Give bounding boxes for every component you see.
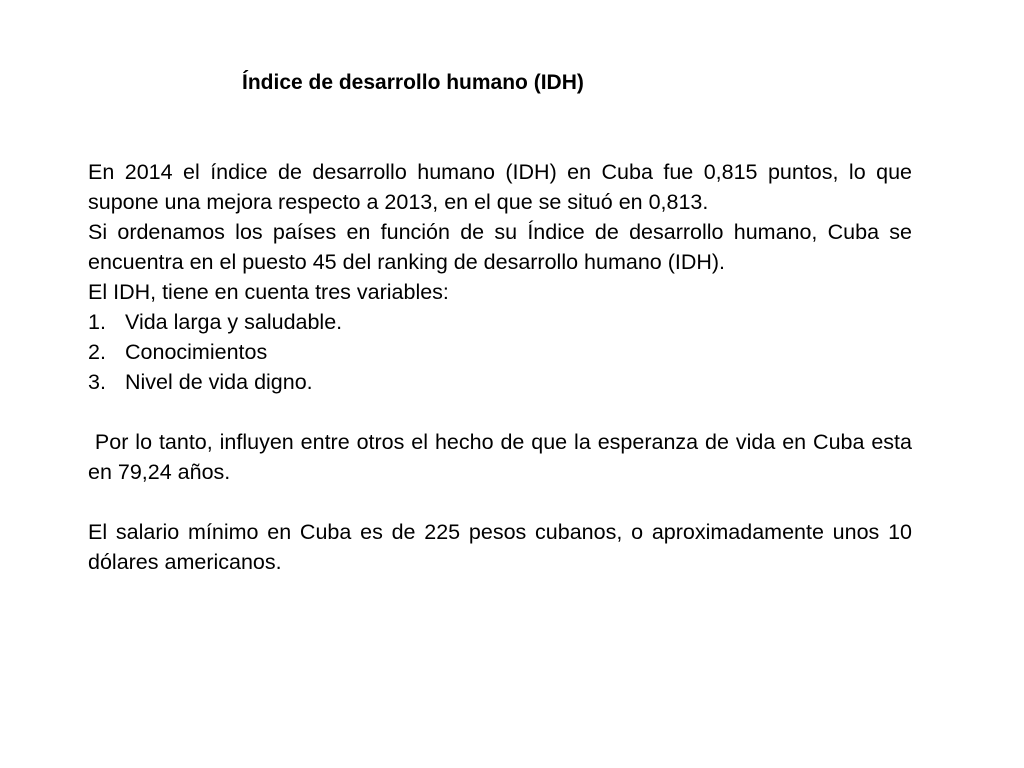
paragraph-minimum-wage: El salario mínimo en Cuba es de 225 pesos cubanos, o aproximadamente unos 10 dólares americanos. — [88, 520, 912, 574]
list-item-number: 3. — [88, 370, 106, 394]
list-item — [88, 307, 912, 337]
paragraph-variables-intro: El IDH, tiene en cuenta tres variables: — [88, 280, 449, 304]
slide-title: Índice de desarrollo humano (IDH) — [242, 71, 584, 94]
list-item-text: Nivel de vida digno. — [125, 370, 313, 394]
spacer — [88, 397, 912, 427]
list-item — [88, 337, 912, 367]
slide-body — [88, 157, 918, 577]
paragraph-idh-2014: En 2014 el índice de desarrollo humano (IDH) en Cuba fue 0,815 puntos, lo que supone una mejora respecto a 2013, en el que se situó en 0,813. — [88, 160, 912, 214]
spacer — [88, 487, 912, 517]
variables-list — [88, 307, 912, 397]
paragraph-ranking: Si ordenamos los países en función de su Índice de desarrollo humano, Cuba se encuentra en el puesto 45 del ranking de desarrollo humano (IDH). — [88, 220, 912, 274]
list-item — [88, 367, 912, 397]
paragraph-life-expectancy: Por lo tanto, influyen entre otros el hecho de que la esperanza de vida en Cuba esta en 79,24 años. — [88, 430, 918, 484]
list-item-text: Conocimientos — [125, 340, 268, 364]
list-item-number: 2. — [88, 340, 106, 364]
list-item-text: Vida larga y saludable. — [125, 310, 343, 334]
list-item-number: 1. — [88, 310, 106, 334]
